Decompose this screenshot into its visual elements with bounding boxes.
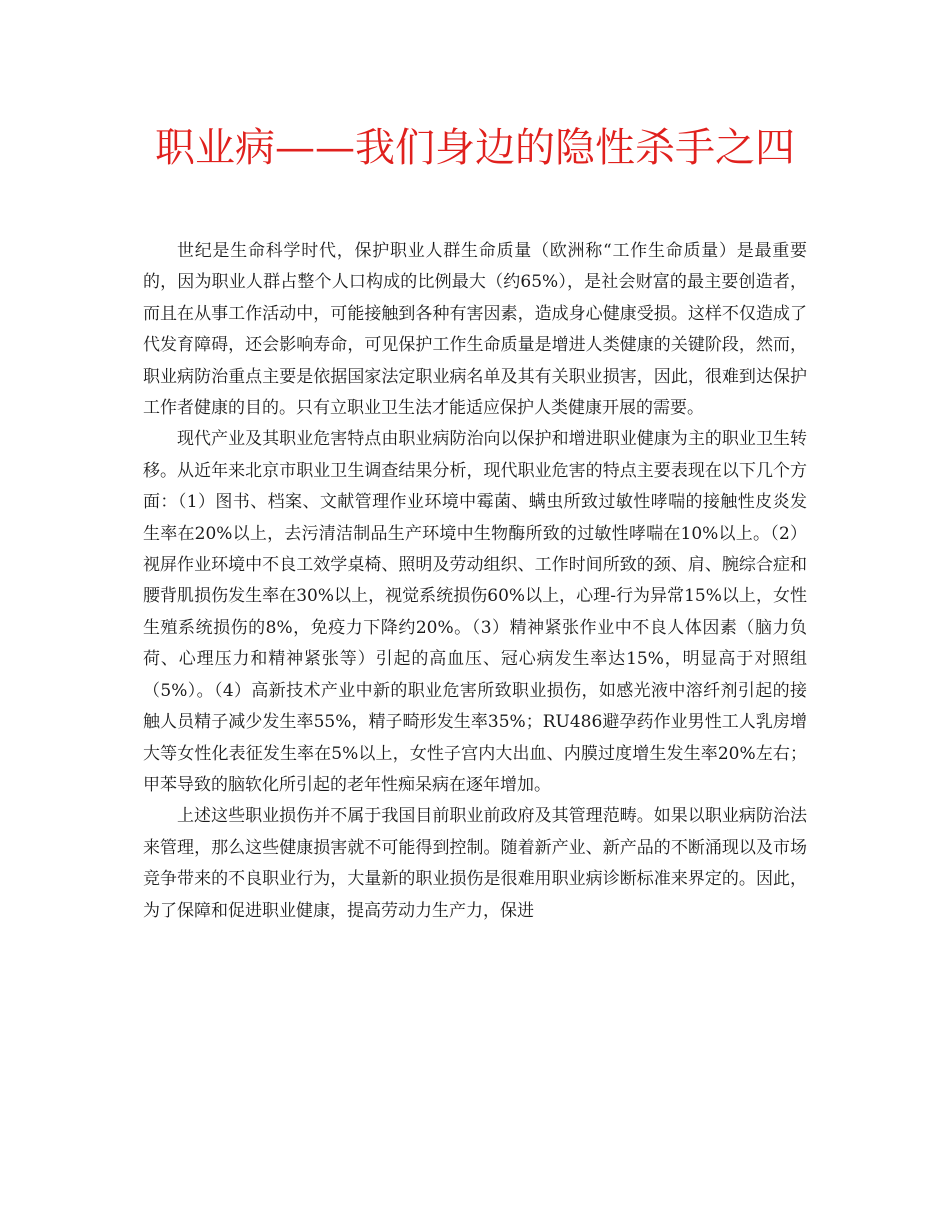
paragraph-1: 世纪是生命科学时代，保护职业人群生命质量（欧洲称“工作生命质量）是最重要的，因为职业人群占整个人口构成的比例最大（约65%），是社会财富的最主要创造者，而且在从事工作活动中，可能接触到各种有害因素，造成身心健康受损。这样不仅造成了代发育障碍，还会影响寿命，可见保护工作生命质量是增进人类健康的关键阶段，然而，职业病防治重点主要是依据国家法定职业病名单及其有关职业损害，因此，很难到达保护工作者健康的目的。只有立职业卫生法才能适应保护人类健康开展的需要。 — [143, 241, 807, 419]
document-title: 职业病——我们身边的隐性杀手之四 — [155, 125, 795, 171]
paragraph-2: 现代产业及其职业危害特点由职业病防治向以保护和增进职业健康为主的职业卫生转移。从近年来北京市职业卫生调查结果分析，现代职业危害的特点主要表现在以下几个方面：（1）图书、档案、文献管理作业环境中霉菌、螨虫所致过敏性哮喘的接触性皮炎发生率在20%以上，去污清洁制品生产环境中生物酶所致的过敏性哮喘在10%以上。（2）视屏作业环境中不良工效学桌椅、照明及劳动组织、工作时间所致的颈、肩、腕综合症和腰背肌损伤发生率在30%以上，视觉系统损伤60%以上，心理-行为异常15%以上，女性生殖系统损伤的8%，免疫力下降约20%。（3）精神紧张作业中不良人体因素（脑力负荷、心理压力和精神紧张等）引起的高血压、冠心病发生率达15%，明显高于对照组（5%）。（4）高新技术产业中新的职业危害所致职业损伤，如感光液中溶纤剂引起的接触人员精子减少发生率55%，精子畸形发生率35%；RU486避孕药作业男性工人乳房增大等女性化表征发生率在5%以上，女性子宫内大出血、内膜过度增生发生率20%左右；甲苯导致的脑软化所引起的老年性痴呆病在逐年增加。 — [143, 429, 807, 795]
paragraph-3: 上述这些职业损伤并不属于我国目前职业前政府及其管理范畴。如果以职业病防治法来管理，那么这些健康损害就不可能得到控制。随着新产业、新产品的不断涌现以及市场竞争带来的不良职业行为，大量新的职业损伤是很难用职业病诊断标准来界定的。因此，为了保障和促进职业健康，提高劳动力生产力，保进 — [143, 806, 807, 921]
document-body — [143, 236, 807, 927]
